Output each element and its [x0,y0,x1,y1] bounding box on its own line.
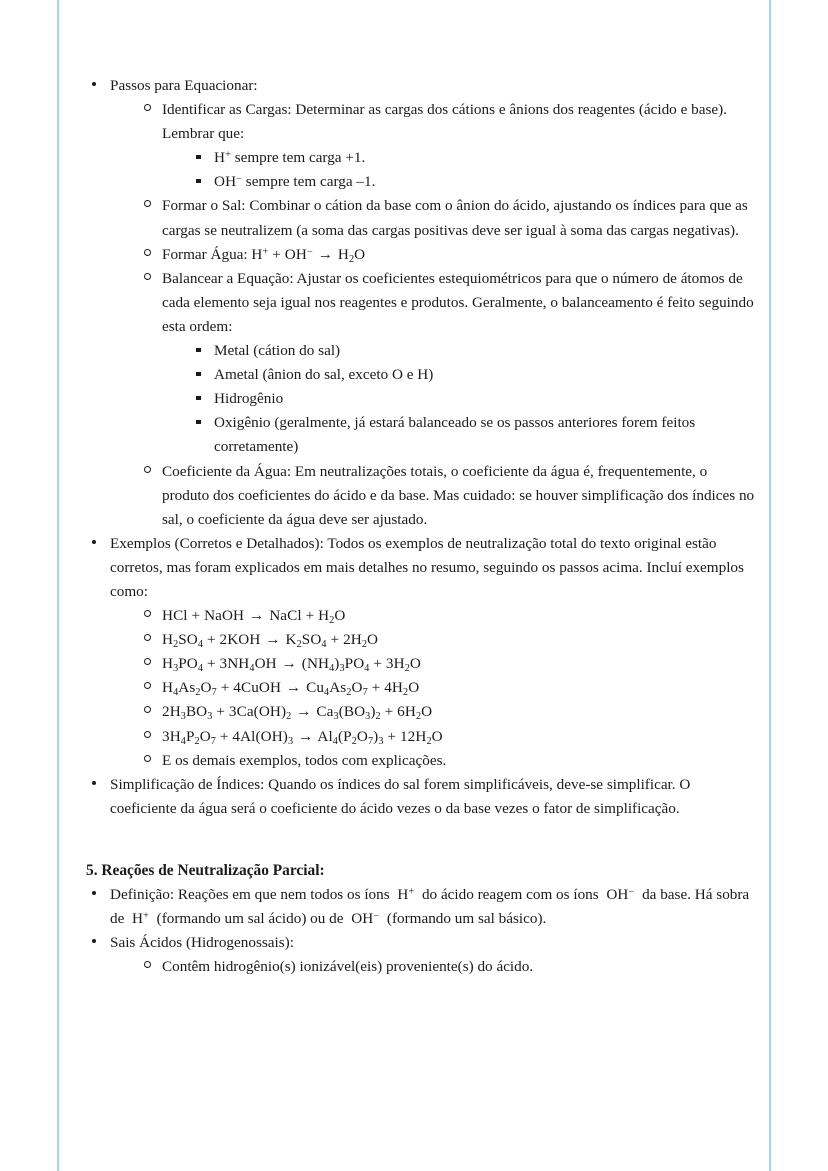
closing-text: E os demais exemplos, todos com explicações. [162,751,447,769]
outline-level-1 [88,74,756,821]
list-item-formar-agua [140,243,756,267]
bullet-circle-icon [142,700,158,724]
bullet-disc-icon [90,773,106,797]
bullet-circle-icon [142,725,158,749]
list-item-order-ametal [192,363,756,387]
definition-lead: Definição: Reações em que nem todos os íons [110,885,390,903]
bullet-circle-icon [142,194,158,218]
bullet-circle-icon [142,628,158,652]
bullet-disc-icon [90,931,106,955]
list-item-text: Identificar as Cargas: Determinar as cargas dos cátions e ânions dos reagentes (ácido e base). Lembrar que: [162,101,727,143]
species-oh-minus: OH− [347,910,380,927]
bullet-square-icon [194,339,210,363]
order-text: Oxigênio (geralmente, já estará balanceado se os passos anteriores forem feitos corretamente) [214,414,696,456]
list-item-identificar-as-cargas [140,98,756,194]
list-item-text: Exemplos (Corretos e Detalhados): Todos os exemplos de neutralização total do texto original estão corretos, mas foram explicados em mais detalhes no resumo, seguindo os passos acima. Incluí exemplos como: [110,534,744,600]
equation-water-formation: $H^+ + OH^- \to H_2O$ [251,245,366,265]
list-item-exemplos [88,532,756,773]
equation-h3po4-nh4oh: $H_3PO_4 + 3NH_4OH \to (NH_4)_3PO_4 + 3H_2O$ [162,655,421,675]
list-item-simplificacao-de-indices [88,773,756,821]
bullet-circle-icon [142,98,158,122]
list-item-equation [140,725,756,749]
list-item-text: Formar o Sal: Combinar o cátion da base com o ânion do ácido, ajustando os índices para que as cargas se neutralizem (a soma das cargas positivas deve ser igual à soma das cargas negativas). [162,197,748,239]
bullet-square-icon [194,387,210,411]
list-item-passos-para-equacionar [88,74,756,532]
bullet-square-icon [194,363,210,387]
page-right-rule [769,0,771,1171]
bullet-square-icon [194,170,210,194]
species-h-plus: H+ [393,885,415,903]
species-oh-minus: OH− [214,173,242,191]
list-item-examples-closing [140,749,756,773]
outline-level-2 [110,98,756,532]
bullet-disc-icon [90,74,106,98]
order-text: Metal (cátion do sal) [214,342,341,360]
species-oh-minus: OH− [602,885,635,903]
list-item-sais-acidos [88,931,756,979]
equation-h4p2o7-aloh3: $3H_4P_2O_7 + 4Al(OH)_3 \to Al_4(P_2O_7)_3 + 12H_2O$ [162,727,443,747]
list-item-order-metal [192,339,756,363]
rule-text: sempre tem carga +1. [234,149,366,167]
outline-level-3-balance-order [162,339,756,459]
equation-hcl-naoh: HCl + NaOH → NaCl + $H_2O$ [162,607,346,626]
definition-tail2: (formando um sal ácido) ou de [156,910,344,927]
list-item-label: Passos para Equacionar: [110,77,258,94]
list-item-definicao [88,883,756,931]
list-item-oh-charge [192,170,756,194]
list-item-contem-hidrogenio [140,955,756,979]
outline-level-2-examples [110,604,756,773]
list-item-formar-o-sal [140,194,756,242]
list-item-equation [140,676,756,700]
list-item-equation [140,628,756,652]
list-item-order-hidrogenio [192,387,756,411]
equation-h3bo3-caoh2: $2H_3BO_3 + 3Ca(OH)_2 \to Ca_3(BO_3)_2 + 6H_2O$ [162,703,433,723]
list-item-text: Contêm hidrogênio(s) ionizável(eis) proveniente(s) do ácido. [162,958,534,976]
bullet-circle-icon [142,955,158,979]
bullet-circle-icon [142,652,158,676]
list-item-label: Formar Água: [162,245,248,263]
equation-h2so4-koh: $H_2SO_4 + 2KOH \to K_2SO_4 + 2H_2O$ [162,631,379,650]
order-text: Ametal (ânion do sal, exceto O e H) [214,366,434,384]
bullet-circle-icon [142,749,158,773]
list-item-text: Simplificação de Índices: Quando os índices do sal forem simplificáveis, deve-se simplificar. O coeficiente da água será o coeficiente do ácido vezes o da base vezes o fator de simplificação. [110,775,691,817]
bullet-disc-icon [90,883,106,907]
list-item-equation [140,604,756,628]
list-item-coeficiente-da-agua [140,460,756,532]
page-left-rule [57,0,59,1171]
bullet-circle-icon [142,604,158,628]
list-item-text: Balancear a Equação: Ajustar os coeficientes estequiométricos para que o número de átomos de cada elemento seja igual nos reagentes e produtos. Geralmente, o balanceamento é feito seguindo esta ordem: [162,269,754,335]
list-item-order-oxigenio [192,411,756,459]
bullet-circle-icon [142,267,158,291]
species-h-plus: H+ [214,149,231,167]
definition-tail: da base. Há sobra de [110,885,750,927]
bullet-square-icon [194,146,210,170]
list-item-balancear-a-equacao [140,267,756,460]
list-item-h-charge [192,146,756,170]
list-item-equation [140,652,756,676]
list-item-label: Sais Ácidos (Hidrogenossais): [110,934,294,952]
bullet-square-icon [194,411,210,435]
list-item-text: Coeficiente da Água: Em neutralizações totais, o coeficiente da água é, frequentemente, o produto dos coeficientes do ácido e da base. Mas cuidado: se houver simplificação dos índices no sal, o coeficiente da água deve ser ajustado. [162,462,755,528]
bullet-disc-icon [90,532,106,556]
definition-tail3: (formando um sal básico). [386,910,547,927]
bullet-circle-icon [142,243,158,267]
document-body [88,74,756,979]
outline-level-1-partial [88,883,756,979]
list-item-equation [140,700,756,724]
equation-h4as2o7-cuoh: $H_4As_2O_7$ + 4CuOH → $Cu_4As_2O_7 + 4H_2O$ [162,679,420,699]
species-h-plus: H+ [128,910,149,927]
section-heading-neutralizacao-parcial: 5. Reações de Neutralização Parcial: [86,861,325,879]
definition-mid: do ácido reagem com os íons [421,885,599,903]
bullet-circle-icon [142,460,158,484]
outline-level-3-charge-rules [162,146,756,194]
order-text: Hidrogênio [214,390,284,408]
outline-level-2-sais-acidos [110,955,756,979]
bullet-circle-icon [142,676,158,700]
rule-text: sempre tem carga –1. [245,173,376,191]
